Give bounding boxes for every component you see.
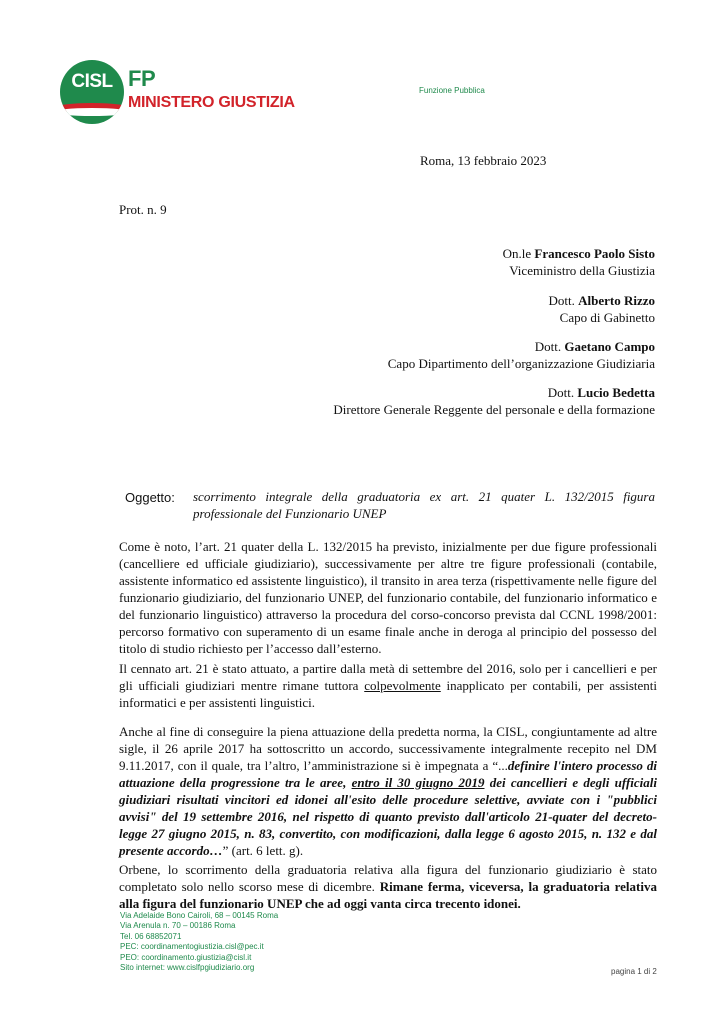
recipient-title: On.le [502,246,535,261]
subject-label: Oggetto: [125,490,175,505]
cisl-logo-icon [60,60,124,124]
recipient-block [333,384,655,418]
logo-cisl-text: CISL [71,71,113,92]
body-paragraph-4: Orbene, lo scorrimento della graduatoria relativa alla figura del funzionario giudiziario è stato completato solo nello scorso mese di dicembre. Rimane ferma, viceversa, la graduatoria relativa alla figura del funzionario UNEP che ad oggi vanta circa trecento idonei. [119,862,657,911]
recipient-title: Dott. [534,339,565,354]
footer-address-2: Via Arenula n. 70 – 00186 Roma [120,921,236,931]
recipient-role: Viceministro della Giustizia [509,263,655,278]
footer-address-1: Via Adelaide Bono Cairoli, 68 – 00145 Roma [120,911,279,920]
recipient-name: Francesco Paolo Sisto [534,246,655,261]
footer-peo[interactable]: PEO: coordinamento.giustizia@cisl.it [120,952,252,962]
logo-ministero-text: MINISTERO GIUSTIZIA [128,94,295,111]
footer-contacts [120,911,278,973]
recipient-role: Capo di Gabinetto [559,310,655,325]
recipient-block [388,338,655,372]
recipient-title: Dott. [547,385,578,400]
underlined-text: colpevolmente [364,678,441,693]
subject-text: scorrimento integrale della graduatoria ex art. 21 quater L. 132/2015 figura professionale del Funzionario UNEP [193,489,655,521]
cisl-fp-logo [60,60,300,126]
recipient-name: Lucio Bedetta [577,385,655,400]
recipient-name: Alberto Rizzo [578,293,655,308]
footer-website[interactable]: Sito internet: www.cislfpgiudiziario.org [120,963,255,973]
protocol-number: Prot. n. 9 [119,202,167,217]
footer-phone: Tel. 06 68852071 [120,931,182,941]
body-paragraph-2: Il cennato art. 21 è stato attuato, a partire dalla metà di settembre del 2016, solo per i cancellieri e per gli ufficiali giudiziari mentre rimane tuttora colpevolmente inapplicato per contabili, per assistenti informatici e per assistenti linguistici. [119,661,658,710]
recipient-block [503,245,655,279]
letter-date: Roma, 13 febbraio 2023 [420,153,547,168]
page-number: pagina 1 di 2 [611,967,657,976]
recipient-role: Capo Dipartimento dell’organizzazione Giudiziaria [387,356,655,371]
recipient-block [548,292,655,326]
recipient-role: Direttore Generale Reggente del personale e della formazione [333,402,655,417]
recipient-name: Gaetano Campo [564,339,655,354]
quoted-agreement-text: definire l'intero processo di attuazione della progressione tra le aree, entro il 30 giugno 2019 dei cancellieri e degli ufficiali giudiziari risultati vincitori ed idonei all'esito delle procedure selettive, avviate con i "pubblici avvisi" del 19 settembre 2016, nel rispetto di quanto previsto dall'articolo 21-quater del decreto-legge 27 giugno 2015, n. 83, convertito, con modificazioni, dalla legge 6 agosto 2015, n. 132 e dal presente accordo… [119,758,657,858]
deadline-text: entro il 30 giugno 2019 [351,775,485,790]
body-paragraph-3: Anche al fine di conseguire la piena attuazione della predetta norma, la CISL, congiuntamente ad altre sigle, il 26 aprile 2017 ha sottoscritto un accordo, successivamente integralmente recepito nel DM 9.11.2017, con il quale, tra l’altro, l’amministrazione si è impegnata a “...definire l'intero processo di attuazione della progressione tra le aree, entro il 30 giugno 2019 dei cancellieri e degli ufficiali giudiziari risultati vincitori ed idonei all'esito delle procedure selettive, avviate con i "pubblici avvisi" del 19 settembre 2016, nel rispetto di quanto previsto dall'articolo 21-quater del decreto-legge 27 giugno 2015, n. 83, convertito, con modificazioni, dalla legge 6 agosto 2015, n. 132 e dal presente accordo…” (art. 6 lett. g). [119,724,657,858]
recipient-title: Dott. [548,293,579,308]
body-paragraph-1: Come è noto, l’art. 21 quater della L. 132/2015 ha previsto, inizialmente per due figure professionali (cancelliere ed ufficiale giudiziario), successivamente per altre tre figure professionali (contabile, assistente informatico ed assistente linguistico), il transito in area terza (rispettivamente nelle figure del funzionario giudiziario, del funzionario UNEP, del funzionario contabile, del funzionario informatico e del funzionario linguistico) attraverso la procedura del corso-concorso prevista dal CCNL 1998/2001: percorso formativo con superamento di un esame finale anche in deroga al principio del possesso del titolo di studio richiesto per l’accesso dall’esterno. [119,539,657,656]
footer-pec[interactable]: PEC: coordinamentogiustizia.cisl@pec.it [120,942,264,952]
funzione-pubblica-label: Funzione Pubblica [419,86,485,95]
logo-fp-text: FP [128,66,156,91]
bold-statement: Rimane ferma, viceversa, la graduatoria relativa alla figura del funzionario UNEP che ad oggi vanta circa trecento idonei. [119,879,657,911]
